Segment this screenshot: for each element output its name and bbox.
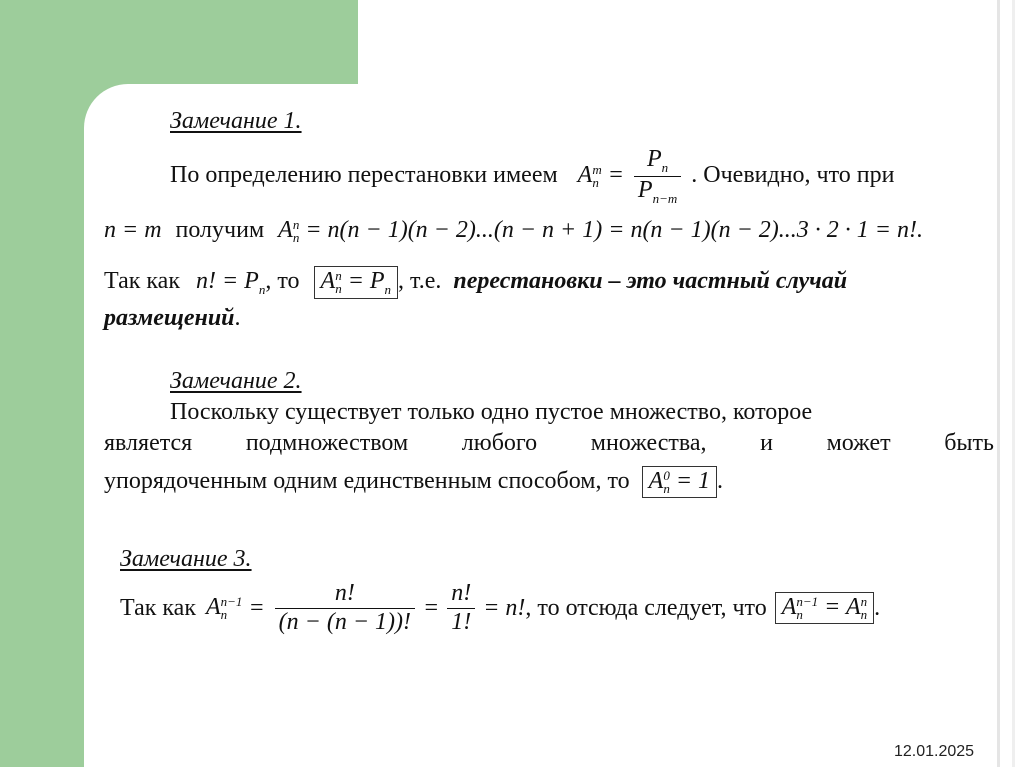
remark3-l1-end: . — [874, 595, 881, 622]
remark1-l2-A-sub: n — [292, 230, 300, 246]
remark1-heading: Замечание 1. — [170, 108, 302, 134]
remark2-box-A-sup: 0 — [663, 468, 670, 484]
remark1-num: P — [647, 146, 662, 172]
remark3-l1-text: Так как — [120, 595, 196, 622]
remark3-l1-text2: , то отсюда следует, что — [525, 595, 767, 622]
remark1-l4-end: . — [234, 305, 241, 331]
remark3-boxed-formula — [775, 592, 874, 624]
remark3-fraction2 — [447, 580, 475, 636]
remark1-num-sub: n — [661, 159, 669, 175]
remark3-frac1-den: (n − (n − 1))! — [278, 608, 411, 635]
remark2-heading: Замечание 2. — [170, 368, 302, 394]
remark1-fraction — [634, 146, 681, 206]
remark1-line1-text: По определению перестановки имеем — [170, 161, 558, 188]
remark3-heading: Замечание 3. — [120, 546, 252, 572]
remark1-l4-italic: размещений — [104, 305, 235, 331]
remark1-l3-eq-sub: n — [258, 281, 266, 297]
remark3-box-A1-sub: n — [796, 607, 803, 623]
remark1-eq: = — [607, 161, 624, 188]
remark2-box-A-sub: n — [663, 481, 670, 497]
remark3-eq2: = — [423, 595, 440, 622]
remark2-line3 — [104, 466, 723, 498]
remark1-box-A-sub: n — [335, 281, 342, 297]
remark1-l2-A: A — [278, 217, 293, 243]
remark3-fraction1 — [275, 580, 415, 636]
remark3-A-sup: n−1 — [220, 594, 243, 610]
remark2-boxed-formula — [642, 466, 717, 498]
remark1-l2-expr: = n(n − 1)(n − 2)...(n − n + 1) = n(n − 1)(n − 2)...3 · 2 · 1 = n!. — [305, 217, 923, 243]
remark2-box-A: A — [648, 468, 664, 494]
remark2-word: быть — [944, 430, 994, 456]
remark2-line1: Поскольку существует только одно пустое множество, которое — [170, 399, 813, 425]
remark1-line2 — [104, 218, 923, 244]
remark3-box-A2: A — [845, 593, 861, 620]
remark1-A-sup: m — [592, 162, 602, 178]
remark2-word: подмножеством — [245, 430, 409, 456]
remark1-line2-text: получим — [175, 217, 265, 243]
remark3-box-eq: = — [824, 593, 841, 620]
remark1-boxed-formula — [314, 266, 399, 299]
remark1-box-A: A — [320, 268, 336, 294]
remark2-line2 — [104, 431, 994, 455]
remark1-box-rest-sub: n — [384, 281, 392, 297]
remark2-l3-text: упорядоченным одним единственным способом, то — [104, 468, 630, 494]
remark2-word: является — [104, 430, 193, 456]
remark1-l3-text1: Так как — [104, 268, 180, 294]
remark3-box-A2-sub: n — [860, 607, 868, 623]
remark2-box-rest: = 1 — [675, 468, 711, 494]
remark1-den-sub: n−m — [652, 190, 678, 206]
remark3-line1 — [120, 580, 880, 636]
remark2-word: множества, — [590, 430, 707, 456]
remark3-box-A2-sup: n — [860, 594, 868, 610]
remark1-cond: n = m — [104, 217, 162, 243]
remark3-eq: = — [248, 595, 265, 622]
slide-date: 12.01.2025 — [894, 743, 975, 760]
remark3-frac2-den: 1! — [451, 608, 472, 635]
remark1-line3 — [104, 266, 847, 299]
remark1-l3-eq: n! = P — [195, 268, 259, 294]
remark1-l3-text2: , то — [265, 268, 300, 294]
remark1-A: A — [577, 161, 593, 188]
remark1-box-A-sup: n — [335, 268, 342, 284]
remark3-frac1-num: n! — [275, 580, 415, 609]
remark2-l3-end: . — [717, 468, 724, 494]
remark1-l3-text3: , т.е. — [398, 268, 442, 294]
remark1-A-sub: n — [592, 175, 599, 191]
remark1-den: P — [637, 176, 653, 203]
remark3-frac2-num: n! — [447, 580, 475, 609]
remark1-l2-A-sup: n — [292, 217, 300, 233]
remark1-line1 — [170, 146, 894, 206]
remark2-word: и — [760, 430, 773, 456]
remark1-line1-after: . Очевидно, что при — [691, 161, 895, 188]
remark3-A: A — [205, 593, 221, 620]
remark3-A-sub: n — [220, 607, 228, 623]
remark3-box-A1: A — [781, 593, 797, 620]
remark3-box-A1-sup: n−1 — [796, 594, 819, 610]
remark1-line4 — [104, 306, 241, 330]
remark1-box-rest: = P — [347, 268, 385, 294]
remark1-l3-italic: перестановки – это частный случай — [453, 268, 848, 294]
remark2-word: любого — [461, 430, 538, 456]
remark3-tail: = n! — [483, 595, 526, 622]
remark2-word: может — [826, 430, 891, 456]
